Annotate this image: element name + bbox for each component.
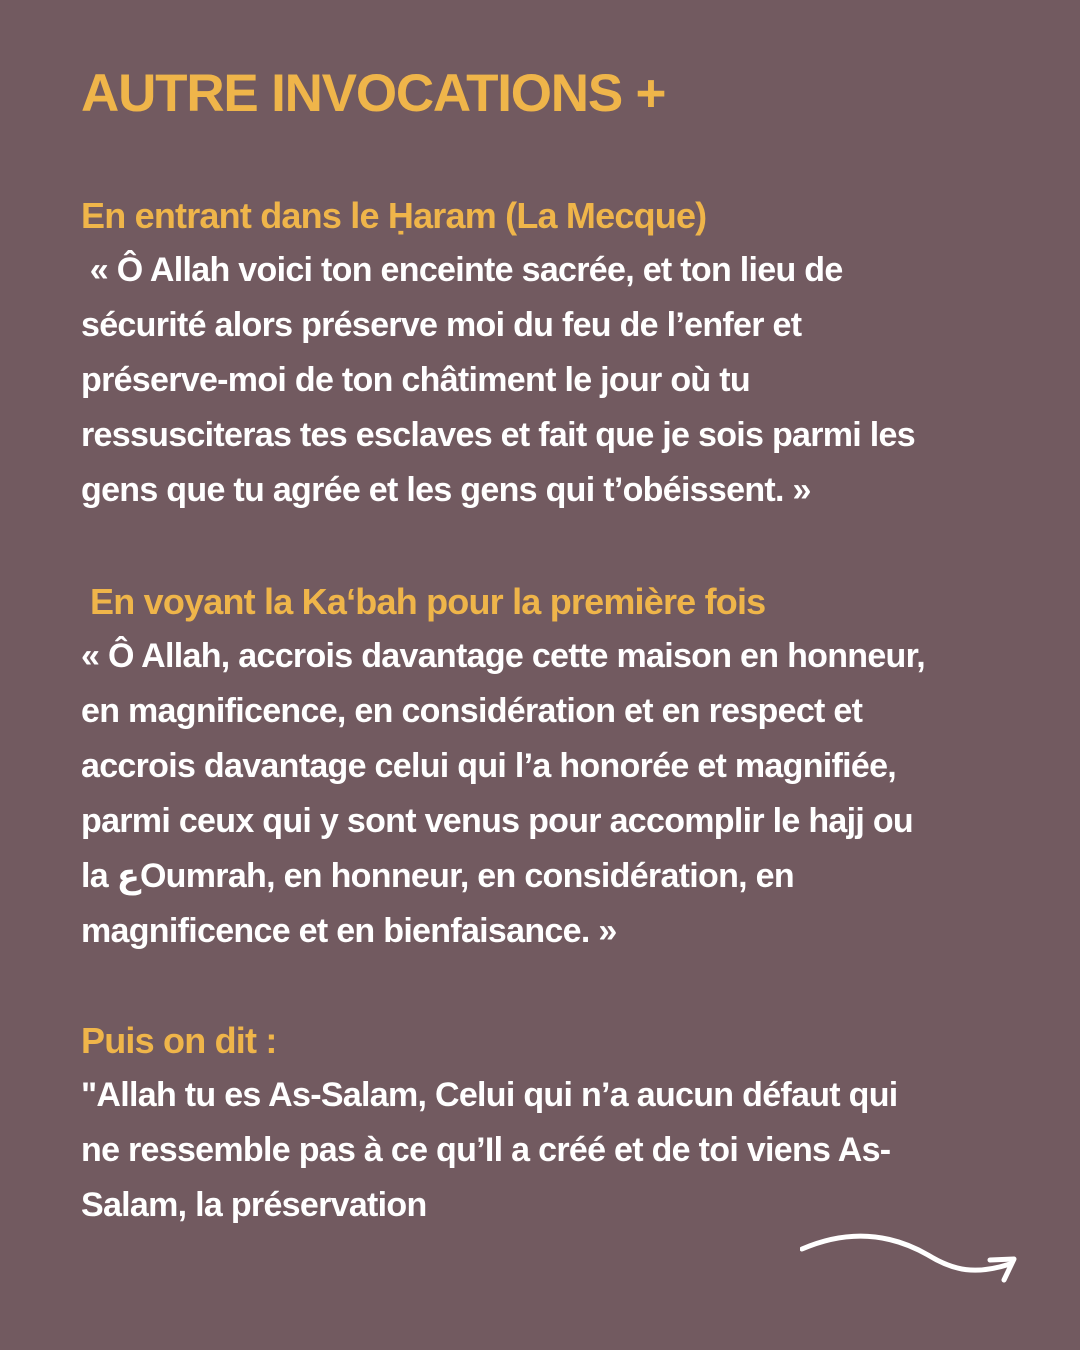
section-entering-haram: [81, 188, 1021, 518]
text-line: ne ressemble pas à ce qu’Il a créé et de toi viens As-: [81, 1131, 891, 1169]
text-line: la ع‎Oumrah, en honneur, en considération, en: [81, 857, 794, 895]
invocation-text: [81, 1068, 1021, 1233]
section-heading: En entrant dans le Ḥaram (La Mecque): [81, 195, 707, 236]
section-heading: Puis on dit :: [81, 1020, 277, 1061]
text-line: gens que tu agrée et les gens qui t’obéissent. »: [81, 471, 811, 509]
text-line: magnificence et en bienfaisance. »: [81, 912, 617, 950]
section-then-say: [81, 1013, 1021, 1233]
invocations-page: [81, 62, 1021, 1224]
text-line: parmi ceux qui y sont venus pour accomplir le hajj ou: [81, 802, 913, 840]
text-line: "Allah tu es As-Salam, Celui qui n’a aucun défaut qui: [81, 1076, 898, 1114]
section-heading: En voyant la Ka‘bah pour la première fois: [90, 581, 766, 622]
text-line: « Ô Allah, accrois davantage cette maison en honneur,: [81, 637, 926, 675]
text-line: Salam, la préservation: [81, 1186, 427, 1224]
text-line: sécurité alors préserve moi du feu de l’enfer et: [81, 306, 802, 344]
section-seeing-kaaba: [81, 574, 1021, 959]
text-line: préserve-moi de ton châtiment le jour où tu: [81, 361, 750, 399]
text-line: en magnificence, en considération et en respect et: [81, 692, 863, 730]
invocation-text: [81, 629, 1021, 959]
text-line: « Ô Allah voici ton enceinte sacrée, et ton lieu de: [81, 251, 843, 289]
text-line: ressusciteras tes esclaves et fait que je sois parmi les: [81, 416, 915, 454]
text-line: accrois davantage celui qui l’a honorée et magnifiée,: [81, 747, 897, 785]
curved-arrow-right-icon[interactable]: [800, 1232, 1022, 1290]
invocation-text: [81, 243, 1021, 518]
page-title: AUTRE INVOCATIONS +: [81, 64, 666, 123]
